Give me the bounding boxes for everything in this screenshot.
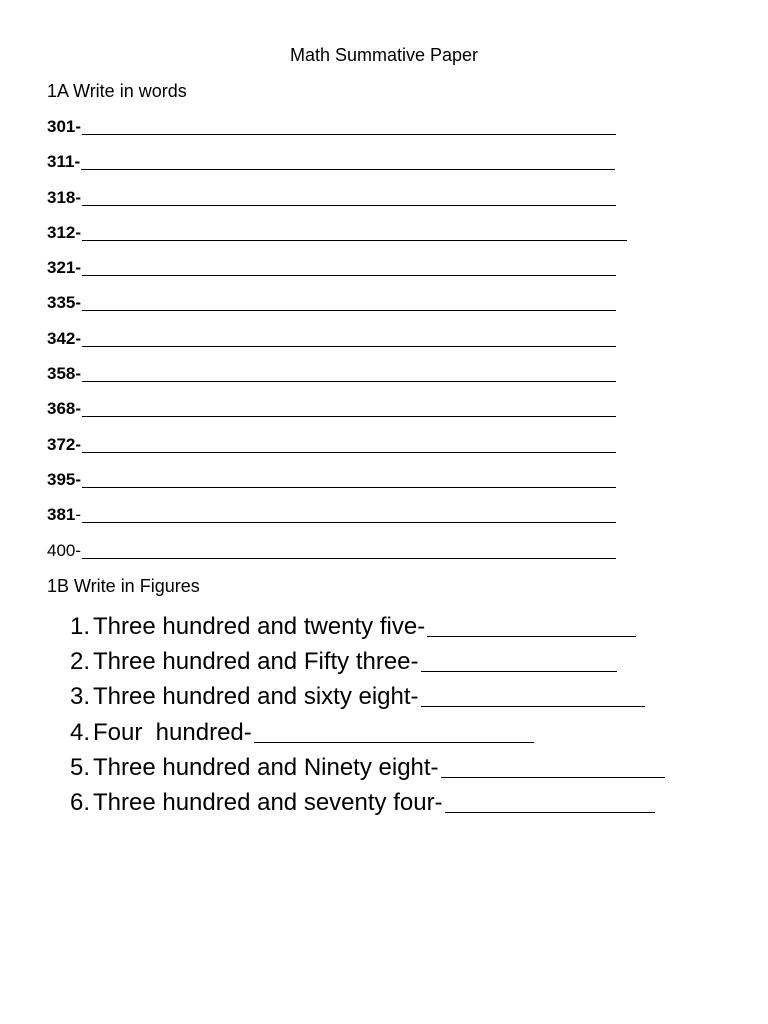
answer-blank[interactable] bbox=[82, 116, 616, 135]
item-index: 6. bbox=[70, 788, 91, 816]
number-label: 311 bbox=[47, 152, 75, 172]
write-in-figures-list bbox=[70, 612, 665, 823]
answer-blank[interactable] bbox=[82, 292, 616, 311]
dash: - bbox=[75, 469, 82, 489]
answer-blank[interactable] bbox=[82, 257, 616, 276]
list-item bbox=[70, 612, 665, 647]
dash: - bbox=[75, 222, 82, 242]
list-item bbox=[47, 187, 627, 222]
answer-blank[interactable] bbox=[82, 540, 616, 559]
list-item bbox=[47, 116, 627, 151]
answer-blank[interactable] bbox=[82, 222, 627, 241]
list-item bbox=[47, 257, 627, 292]
dash: - bbox=[75, 434, 82, 454]
list-item bbox=[70, 682, 665, 717]
answer-blank[interactable] bbox=[82, 469, 616, 488]
item-text: Three hundred and sixty eight- bbox=[93, 683, 419, 711]
answer-blank[interactable] bbox=[81, 151, 615, 170]
number-label: 400 bbox=[47, 540, 76, 560]
section-a-heading: 1A Write in words bbox=[47, 81, 187, 101]
item-index: 2. bbox=[70, 648, 91, 676]
list-item bbox=[70, 647, 665, 682]
number-label: 321 bbox=[47, 258, 76, 278]
number-label: 318 bbox=[47, 187, 76, 207]
number-label: 381 bbox=[47, 505, 76, 525]
item-index: 5. bbox=[70, 753, 91, 781]
list-item bbox=[47, 328, 627, 363]
dash: - bbox=[75, 117, 82, 136]
page-title: Math Summative Paper bbox=[289, 45, 479, 65]
list-item bbox=[47, 504, 627, 539]
list-item bbox=[70, 753, 665, 788]
answer-blank[interactable] bbox=[445, 788, 655, 813]
section-b-heading: 1B Write in Figures bbox=[47, 576, 200, 596]
list-item bbox=[70, 718, 665, 753]
item-text: Three hundred and Ninety eight- bbox=[93, 753, 439, 781]
dash: - bbox=[75, 399, 82, 419]
answer-blank[interactable] bbox=[82, 504, 616, 523]
answer-blank[interactable] bbox=[82, 363, 616, 382]
dash: - bbox=[75, 258, 82, 278]
list-item bbox=[70, 788, 665, 823]
number-label: 395 bbox=[47, 469, 76, 489]
number-label: 372 bbox=[47, 434, 76, 454]
item-index: 1. bbox=[70, 613, 91, 640]
item-text: Four hundred- bbox=[93, 718, 252, 746]
list-item bbox=[47, 434, 627, 469]
write-in-words-list bbox=[47, 116, 627, 575]
list-item bbox=[47, 398, 627, 433]
answer-blank[interactable] bbox=[82, 434, 616, 453]
item-index: 3. bbox=[70, 683, 91, 711]
list-item bbox=[47, 292, 627, 327]
list-item bbox=[47, 222, 627, 257]
number-label: 312 bbox=[47, 222, 76, 242]
item-text: Three hundred and twenty five- bbox=[93, 613, 426, 640]
dash: - bbox=[75, 540, 82, 560]
answer-blank[interactable] bbox=[421, 682, 645, 707]
dash: - bbox=[75, 328, 82, 348]
dash: - bbox=[75, 293, 82, 313]
item-index: 4. bbox=[70, 718, 91, 746]
answer-blank[interactable] bbox=[441, 753, 665, 778]
answer-blank[interactable] bbox=[427, 612, 636, 637]
list-item bbox=[47, 363, 627, 398]
number-label: 358 bbox=[47, 364, 76, 384]
answer-blank[interactable] bbox=[82, 187, 616, 206]
number-label: 335 bbox=[47, 293, 76, 313]
answer-blank[interactable] bbox=[421, 647, 617, 672]
answer-blank[interactable] bbox=[82, 398, 616, 417]
item-text: Three hundred and Fifty three- bbox=[93, 648, 419, 676]
dash: - bbox=[75, 505, 82, 525]
number-label: 342 bbox=[47, 328, 76, 348]
list-item bbox=[47, 151, 627, 186]
number-label: 368 bbox=[47, 399, 76, 419]
number-label: 301 bbox=[47, 117, 76, 136]
dash: - bbox=[75, 364, 82, 384]
answer-blank[interactable] bbox=[254, 718, 534, 743]
dash: - bbox=[74, 152, 81, 172]
list-item bbox=[47, 469, 627, 504]
answer-blank[interactable] bbox=[82, 328, 616, 347]
item-text: Three hundred and seventy four- bbox=[93, 788, 443, 816]
dash: - bbox=[75, 187, 82, 207]
list-item bbox=[47, 540, 627, 575]
